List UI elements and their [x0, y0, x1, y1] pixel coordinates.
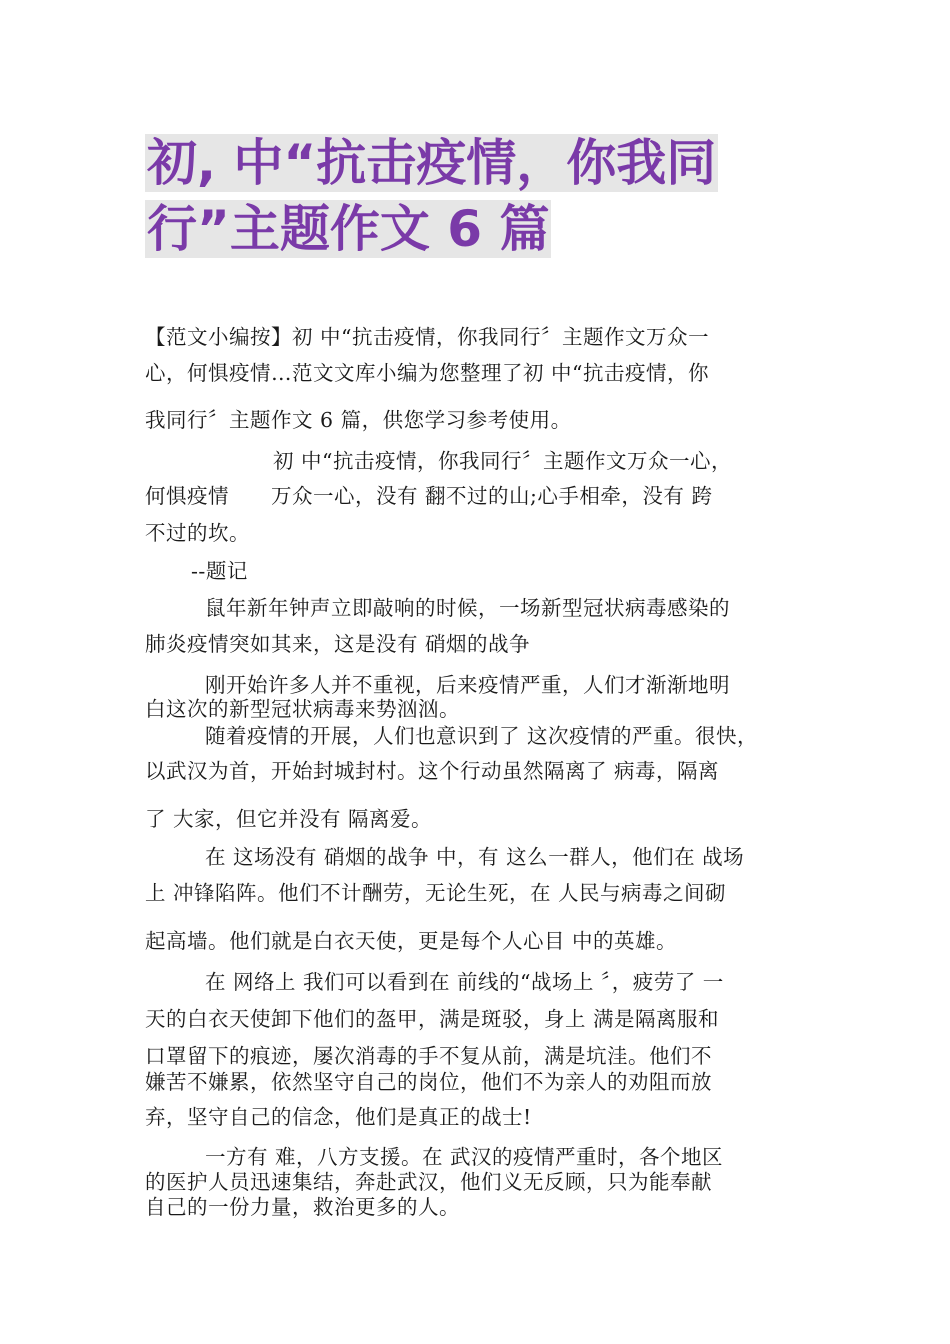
text-line: 不过的坎。 [145, 521, 250, 545]
text-line: 天的白衣天使卸下他们的盔甲，满是斑驳，身上 满是隔离服和 [145, 1007, 720, 1031]
text-line: 弃，坚守自己的信念，他们是真正的战士! [145, 1105, 532, 1129]
title-line-1: 初, 中“抗击疫情，你我同 [147, 134, 717, 192]
document-title [145, 130, 815, 262]
text-line: 【范文小编按】初 中“抗击疫情，你我同行〞主题作文万众一 [145, 325, 709, 349]
text-line: 肺炎疫情突如其来，这是没有 硝烟的战争 [145, 632, 531, 656]
epigraph [191, 554, 248, 584]
text-line: 白这次的新型冠状病毒来势汹汹。 [145, 697, 460, 721]
text-line: 心，何惧疫情…范文文库小编为您整理了初 中“抗击疫情，你 [145, 361, 709, 385]
text-line: --题记 [191, 559, 248, 583]
text-line: 自己的一份力量，救治更多的人。 [145, 1195, 460, 1219]
text-line: 起高墙。他们就是白衣天使，更是每个人心目 中的英雄。 [145, 929, 678, 953]
text-line: 的医护人员迅速集结，奔赴武汉，他们义无反顾，只为能奉献 [145, 1170, 712, 1194]
text-line: 鼠年新年钟声立即敲响的时候，一场新型冠状病毒感染的 [205, 596, 730, 620]
text-line: 随着疫情的开展，人们也意识到了 这次疫情的严重。很快， [205, 724, 759, 748]
text-line: 以武汉为首，开始封城封村。这个行动虽然隔离了 病毒，隔离 [145, 759, 720, 783]
text-line: 刚开始许多人并不重视，后来疫情严重，人们才渐渐地明 [205, 673, 730, 697]
text-line: 上 冲锋陷阵。他们不计酬劳，无论生死，在 人民与病毒之间砌 [145, 881, 727, 905]
text-line: 口罩留下的痕迹，屡次消毒的手不复从前，满是坑洼。他们不 [145, 1044, 712, 1068]
title-line-2: 行”主题作文 6 篇 [147, 200, 550, 258]
text-line: 了 大家，但它并没有 隔离爱。 [145, 807, 433, 831]
text-line: 初 中“抗击疫情，你我同行〞主题作文万众一心， [273, 449, 732, 473]
text-line: 何惧疫情 万众一心，没有 翻不过的山;心手相牵，没有 跨 [145, 484, 713, 508]
text-line: 一方有 难，八方支援。在 武汉的疫情严重时，各个地区 [205, 1145, 724, 1169]
text-line: 在 这场没有 硝烟的战争 中，有 这么一群人，他们在 战场 [205, 845, 745, 869]
text-line: 我同行〞主题作文 6 篇，供您学习参考使用。 [145, 408, 572, 432]
text-line: 嫌苦不嫌累，依然坚守自己的岗位，他们不为亲人的劝阻而放 [145, 1070, 712, 1094]
text-line: 在 网络上 我们可以看到在 前线的“战场上 〞，疲劳了 一 [205, 970, 724, 994]
